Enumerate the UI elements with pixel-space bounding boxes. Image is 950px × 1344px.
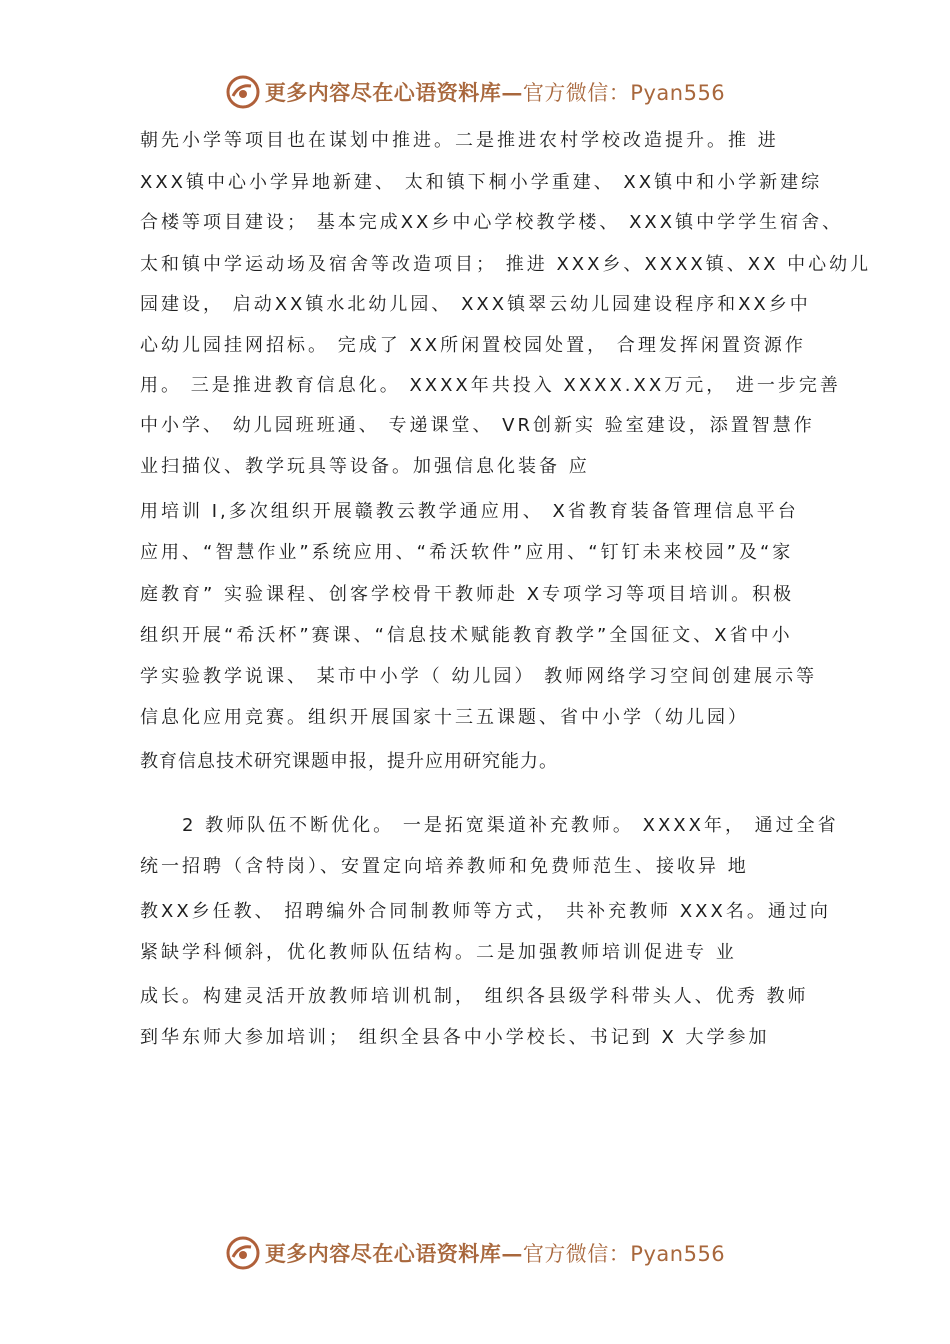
text-line: 组织开展“希沃杯”赛课、“信息技术赋能教育教学”全国征文、X省中小: [140, 625, 793, 646]
text-line: 心幼儿园挂网招标。 完成了 XX所闲置校园处置， 合理发挥闲置资源作: [140, 335, 806, 356]
text-line: 庭教育” 实验课程、创客学校骨干教师赴 X专项学习等项目培训。积极: [140, 584, 795, 605]
text-line: 用培训 I,多次组织开展赣教云教学通应用、 X省教育装备管理信息平台: [140, 501, 799, 522]
watermark-brand: 更多内容尽在心语资料库: [264, 1241, 502, 1266]
text-line: 2 教师队伍不断优化。 一是拓宽渠道补充教师。 XXXX年， 通过全省: [182, 815, 839, 836]
text-line: 统一招聘（含特岗）、安置定向培养教师和免费师范生、接收异 地: [140, 856, 749, 877]
text-line: 合楼等项目建设； 基本完成XX乡中心学校教学楼、 XXX镇中学学生宿舍、: [140, 212, 844, 233]
watermark-dash: —: [501, 1241, 523, 1266]
text-line: 用。 三是推进教育信息化。 XXXX年共投入 XXXX.XX万元， 进一步完善: [140, 375, 841, 396]
text-line: 成长。构建灵活开放教师培训机制， 组织各县级学科带头人、优秀 教师: [140, 986, 809, 1007]
text-line: XXX镇中心小学异地新建、 太和镇下桐小学重建、 XX镇中和小学新建综: [140, 172, 823, 193]
watermark-wechat: 官方微信：Pyan556: [522, 81, 726, 105]
text-line: 应用、“智慧作业”系统应用、“希沃软件”应用、“钉钉未来校园”及“家: [140, 542, 794, 563]
text-line: 太和镇中学运动场及宿舍等改造项目； 推进 XXX乡、XXXX镇、XX 中心幼儿: [140, 254, 872, 275]
text-line: 中小学、 幼儿园班班通、 专递课堂、 VR创新实 验室建设，添置智慧作: [140, 415, 815, 436]
text-line: 学实验教学说课、 某市中小学（ 幼儿园） 教师网络学习空间创建展示等: [140, 666, 818, 687]
text-line: 教育信息技术研究课题申报，提升应用研究能力。: [140, 751, 558, 772]
text-line: 紧缺学科倾斜，优化教师队伍结构。二是加强教师培训促进专 业: [140, 942, 737, 963]
footer-watermark: [0, 1233, 950, 1273]
text-line: 园建设， 启动XX镇水北幼儿园、 XXX镇翠云幼儿园建设程序和XX乡中: [140, 294, 811, 315]
watermark-wechat: 官方微信：Pyan556: [522, 1242, 726, 1266]
watermark-brand: 更多内容尽在心语资料库: [264, 80, 502, 105]
text-line: 朝先小学等项目也在谋划中推进。二是推进农村学校改造提升。推 进: [140, 130, 779, 151]
header-watermark: [0, 72, 950, 112]
text-line: 业扫描仪、教学玩具等设备。加强信息化装备 应: [140, 456, 590, 477]
text-line: 到华东师大参加培训； 组织全县各中小学校长、书记到 X 大学参加: [140, 1027, 770, 1048]
text-line: 教XX乡任教、 招聘编外合同制教师等方式， 共补充教师 XXX名。通过向: [140, 901, 831, 922]
brand-logo-icon: [225, 74, 261, 110]
brand-logo-icon: [225, 1235, 261, 1271]
watermark-dash: —: [501, 80, 523, 105]
text-line: 信息化应用竞赛。组织开展国家十三五课题、省中小学（幼儿园）: [140, 707, 749, 728]
